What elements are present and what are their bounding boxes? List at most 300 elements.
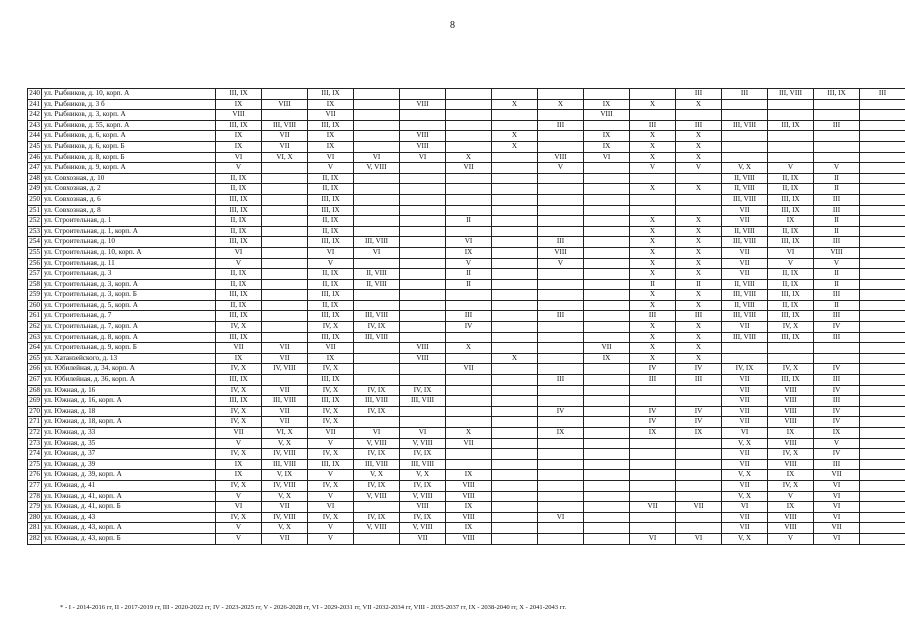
period-cell [538,470,584,481]
period-cell [768,131,814,142]
row-number-cell: 274 [28,449,42,460]
period-cell [538,110,584,121]
period-cell [354,533,400,544]
period-cell: II [814,184,860,195]
period-cell [584,194,630,205]
table-row [28,523,905,534]
address-cell: ул. Рыбников, д. 9, корп. А [42,163,216,174]
period-cell: III [814,205,860,216]
period-cell [860,173,905,184]
period-cell: IV [814,417,860,428]
address-cell: ул. Строительная, д. 1, корп. А [42,226,216,237]
period-cell [676,385,722,396]
period-cell [446,459,492,470]
period-cell [538,385,584,396]
period-cell: V, X [722,163,768,174]
period-cell: VI [216,502,262,513]
address-cell: ул. Южная, д. 35 [42,438,216,449]
period-cell [676,438,722,449]
address-cell: ул. Строительная, д. 1 [42,216,216,227]
period-cell: III, VIII [722,237,768,248]
period-cell: IV [814,385,860,396]
period-cell: V, X [262,438,308,449]
period-cell: II, IX [216,173,262,184]
period-cell: VII [262,417,308,428]
period-cell: VII [722,406,768,417]
address-cell: ул. Южная, д. 39, корп. А [42,470,216,481]
period-cell: V [216,438,262,449]
period-cell: II, VIII [722,279,768,290]
period-cell: VIII [538,152,584,163]
period-cell [814,141,860,152]
row-number-cell: 279 [28,502,42,513]
address-cell: ул. Рыбников, д. 3 б [42,99,216,110]
period-cell: IV, X [768,480,814,491]
period-cell [860,502,905,513]
period-cell [538,173,584,184]
period-cell [676,491,722,502]
period-cell: III [676,120,722,131]
period-cell: VI [814,533,860,544]
period-cell [722,141,768,152]
period-cell [814,110,860,121]
row-number-cell: 261 [28,311,42,322]
period-cell [722,152,768,163]
period-cell [860,279,905,290]
period-cell: IV, IX [400,480,446,491]
period-cell: VI [814,491,860,502]
period-cell [584,502,630,513]
period-cell: III, IX [308,89,354,100]
row-number-cell: 275 [28,459,42,470]
address-cell: ул. Южная, д. 41, корп. А [42,491,216,502]
period-cell: III, VIII [722,311,768,322]
period-cell: II, IX [216,184,262,195]
period-cell: IX [768,470,814,481]
period-cell: X [492,353,538,364]
address-cell: ул. Строительная, д. 3, корп. Б [42,290,216,301]
period-cell: VIII [538,247,584,258]
period-cell: III, VIII [722,332,768,343]
period-cell [538,353,584,364]
period-cell: IX [216,131,262,142]
period-cell [676,173,722,184]
period-cell: IV, X [216,385,262,396]
period-cell: III, IX [308,194,354,205]
table-row [28,375,905,386]
period-cell: III, IX [308,375,354,386]
period-cell [400,322,446,333]
period-cell: VII [262,533,308,544]
period-cell: VII [216,343,262,354]
period-cell [400,205,446,216]
table-row [28,131,905,142]
address-cell: ул. Совхозная, д. 10 [42,173,216,184]
period-cell [354,364,400,375]
period-cell [860,428,905,439]
period-cell [538,364,584,375]
period-cell: IV [814,322,860,333]
table-row [28,480,905,491]
period-cell [400,406,446,417]
period-cell [492,216,538,227]
period-cell: V [446,258,492,269]
period-cell [400,311,446,322]
period-cell: VI [676,533,722,544]
period-cell: III, IX [216,290,262,301]
row-number-cell: 241 [28,99,42,110]
period-cell: III [676,375,722,386]
period-cell [354,353,400,364]
period-cell [492,428,538,439]
period-cell: V, X [400,470,446,481]
period-cell [492,290,538,301]
period-cell [860,332,905,343]
period-cell: V [768,533,814,544]
period-cell [262,332,308,343]
period-cell: III [676,311,722,322]
period-cell: III, VIII [722,194,768,205]
period-cell: V [538,163,584,174]
period-cell: VIII [446,512,492,523]
period-cell: X [630,247,676,258]
period-cell: III [538,375,584,386]
period-cell [584,205,630,216]
period-cell [400,89,446,100]
period-cell: II [446,279,492,290]
period-cell: IX [308,353,354,364]
period-cell [400,300,446,311]
period-cell [262,184,308,195]
period-cell: III [676,89,722,100]
period-cell [584,237,630,248]
period-cell: VII [262,141,308,152]
period-cell [492,332,538,343]
period-cell [400,364,446,375]
period-cell: VII [262,131,308,142]
period-cell: V [216,491,262,502]
address-cell: ул. Строительная, д. 3 [42,269,216,280]
period-cell [768,99,814,110]
period-cell [860,459,905,470]
period-cell [768,152,814,163]
period-cell: X [492,141,538,152]
row-number-cell: 240 [28,89,42,100]
period-cell: IV, IX [354,406,400,417]
period-cell [860,311,905,322]
period-cell [768,343,814,354]
row-number-cell: 271 [28,417,42,428]
period-cell [538,459,584,470]
table-row [28,247,905,258]
table-body [28,89,905,545]
period-cell: IX [768,502,814,513]
address-cell: ул. Хатанзейского, д. 13 [42,353,216,364]
period-cell: II, VIII [722,184,768,195]
period-cell: III [446,311,492,322]
period-cell: X [630,152,676,163]
period-cell: IV [814,364,860,375]
period-cell: IX [584,99,630,110]
row-number-cell: 257 [28,269,42,280]
period-cell [538,438,584,449]
period-cell: V [308,523,354,534]
period-cell: II, IX [216,269,262,280]
period-cell [860,152,905,163]
period-cell: X [676,237,722,248]
period-cell: IV [538,406,584,417]
period-cell: IV, IX [354,449,400,460]
period-cell [400,237,446,248]
period-cell: VIII [768,417,814,428]
period-cell: IV [676,364,722,375]
period-cell [860,438,905,449]
period-cell [446,385,492,396]
period-cell: III, VIII [400,396,446,407]
period-cell: V, IX [262,470,308,481]
period-cell: VII [308,110,354,121]
period-cell: IV [814,449,860,460]
period-cell [584,480,630,491]
row-number-cell: 278 [28,491,42,502]
address-cell: ул. Рыбников, д. 10, корп. А [42,89,216,100]
period-cell [262,279,308,290]
period-cell [676,512,722,523]
address-cell: ул. Строительная, д. 10, корп. А [42,247,216,258]
period-cell [262,247,308,258]
period-cell [492,459,538,470]
period-cell: IV [676,406,722,417]
period-cell: VIII [584,110,630,121]
period-cell [492,449,538,460]
period-cell: IX [630,428,676,439]
row-number-cell: 242 [28,110,42,121]
row-number-cell: 277 [28,480,42,491]
table-row [28,226,905,237]
period-cell [492,396,538,407]
period-cell: II [446,269,492,280]
period-cell: X [630,131,676,142]
period-cell [354,375,400,386]
period-cell: IX [216,353,262,364]
period-cell: V, VIII [354,491,400,502]
period-cell: III, IX [768,332,814,343]
period-cell [492,533,538,544]
period-cell: VI [216,247,262,258]
table-row [28,343,905,354]
period-cell [354,502,400,513]
period-cell: IV [630,406,676,417]
period-cell: III, IX [768,205,814,216]
period-cell: VII [814,523,860,534]
period-cell: IV, X [308,449,354,460]
period-cell: X [630,184,676,195]
period-cell: IX [446,523,492,534]
period-cell [446,110,492,121]
period-cell: III, VIII [400,459,446,470]
address-cell: ул. Строительная, д. 9, корп. Б [42,343,216,354]
row-number-cell: 243 [28,120,42,131]
address-cell: ул. Южная, д. 43, корп. Б [42,533,216,544]
period-cell: X [630,226,676,237]
period-cell: X [446,343,492,354]
period-cell [538,141,584,152]
period-cell: X [676,290,722,301]
period-cell: III, VIII [768,89,814,100]
period-cell [860,194,905,205]
period-cell [446,184,492,195]
period-cell: III [814,120,860,131]
period-cell [538,89,584,100]
table-row [28,311,905,322]
period-cell: IV, IX [400,449,446,460]
row-number-cell: 255 [28,247,42,258]
period-cell: VIII [400,502,446,513]
period-cell [538,269,584,280]
period-cell [446,332,492,343]
address-cell: ул. Южная, д. 39 [42,459,216,470]
table-row [28,449,905,460]
period-cell [538,322,584,333]
period-cell: II, IX [768,173,814,184]
period-cell [860,120,905,131]
period-cell [492,279,538,290]
period-cell: X [630,237,676,248]
period-cell [492,184,538,195]
period-cell: II, IX [308,269,354,280]
period-cell [630,205,676,216]
period-cell: VIII [768,523,814,534]
period-cell [538,491,584,502]
period-cell [446,449,492,460]
period-cell [768,353,814,364]
period-cell: III [630,311,676,322]
period-cell: IV, IX [354,512,400,523]
period-cell: IV, X [308,512,354,523]
period-cell [492,269,538,280]
period-cell [492,364,538,375]
period-cell [354,417,400,428]
period-cell: V, X [722,438,768,449]
period-cell: V [308,491,354,502]
period-cell [860,480,905,491]
period-cell: VII [722,375,768,386]
table-row [28,470,905,481]
period-cell: III, IX [216,375,262,386]
period-cell [860,322,905,333]
table-row [28,300,905,311]
period-cell: VII [676,502,722,513]
period-cell [354,194,400,205]
period-cell: IV, IX [354,480,400,491]
period-cell: VII [262,385,308,396]
period-cell [400,258,446,269]
period-cell [584,89,630,100]
table-row [28,428,905,439]
period-cell: X [492,99,538,110]
period-cell: IX [768,428,814,439]
period-cell: V, VIII [354,523,400,534]
period-cell [492,375,538,386]
period-cell [768,141,814,152]
period-cell [446,353,492,364]
period-cell: IV, IX [354,385,400,396]
period-cell [860,216,905,227]
period-cell: III, IX [768,290,814,301]
period-cell: IV, X [308,385,354,396]
period-cell: IV, IX [400,512,446,523]
period-cell: V, VIII [400,523,446,534]
period-cell: VIII [400,131,446,142]
period-cell: III, VIII [354,237,400,248]
period-cell: II, IX [308,216,354,227]
period-cell: III, IX [308,120,354,131]
period-cell: VIII [216,110,262,121]
period-cell: III, VIII [722,120,768,131]
period-cell: VI [400,152,446,163]
period-cell [630,512,676,523]
period-cell [676,194,722,205]
period-cell: X [630,290,676,301]
period-cell: X [630,269,676,280]
period-cell: X [630,141,676,152]
row-number-cell: 250 [28,194,42,205]
period-cell [860,523,905,534]
period-cell [538,417,584,428]
period-cell: II, VIII [722,226,768,237]
period-cell: V, VIII [400,438,446,449]
period-cell: X [676,269,722,280]
period-cell: VII [400,533,446,544]
period-cell [722,110,768,121]
period-cell [584,226,630,237]
period-cell [262,311,308,322]
period-cell: II, IX [308,300,354,311]
period-cell: X [630,353,676,364]
period-cell [492,502,538,513]
period-cell [492,406,538,417]
period-cell [262,163,308,174]
period-cell: X [676,184,722,195]
period-cell [446,173,492,184]
table-row [28,237,905,248]
period-cell: V [768,163,814,174]
period-cell [538,396,584,407]
period-cell: X [630,322,676,333]
period-cell: V, VIII [354,438,400,449]
period-cell [584,449,630,460]
address-cell: ул. Южная, д. 16, корп. А [42,396,216,407]
period-cell: X [676,343,722,354]
period-cell: VIII [262,99,308,110]
period-cell: V [216,523,262,534]
period-cell [446,290,492,301]
period-cell [446,131,492,142]
period-cell: II, IX [768,269,814,280]
address-cell: ул. Южная, д. 37 [42,449,216,460]
period-cell [814,343,860,354]
period-cell: VII [722,396,768,407]
period-cell [584,470,630,481]
address-cell: ул. Совхозная, д. 6 [42,194,216,205]
period-cell [538,290,584,301]
period-cell: III, IX [308,205,354,216]
period-cell: V [216,258,262,269]
period-cell: VI [722,502,768,513]
period-cell: III, IX [308,311,354,322]
period-cell: III [814,459,860,470]
table-row [28,512,905,523]
